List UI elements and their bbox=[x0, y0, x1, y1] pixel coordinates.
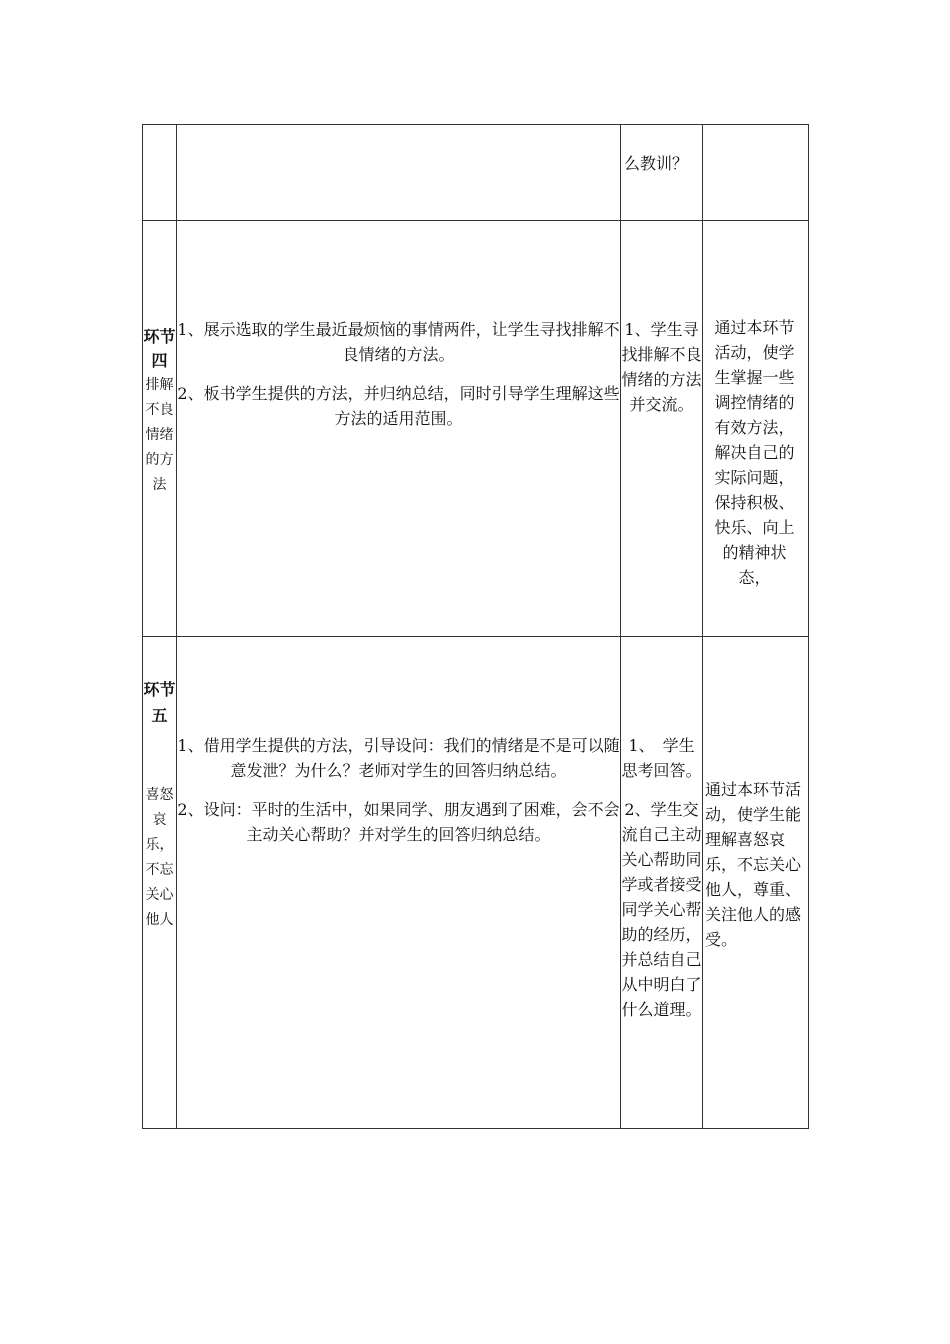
purpose-text: 通过本环节活动，使学生掌握一些调控情绪的有效方法，解决自己的实际问题，保持积极、快乐、向上的精神状态， bbox=[714, 318, 795, 587]
stage-cell bbox=[143, 221, 177, 637]
stage-cell bbox=[143, 637, 177, 1129]
student-step: 1、 学生思考回答。 bbox=[621, 736, 702, 780]
purpose-cell bbox=[703, 125, 809, 221]
student-activity-text: 么教训？ bbox=[624, 154, 689, 173]
purpose-cell bbox=[703, 637, 809, 1129]
teacher-step: 2、设问：平时的生活中，如果同学、朋友遇到了困难，会不会主动关心帮助？并对学生的回答归纳总结。 bbox=[177, 800, 620, 844]
stage-subtitle: 排解不良情绪的方法 bbox=[145, 377, 174, 493]
table-row bbox=[143, 637, 809, 1129]
teacher-step: 2、板书学生提供的方法，并归纳总结，同时引导学生理解这些方法的适用范围。 bbox=[177, 384, 620, 428]
lesson-plan-table bbox=[142, 124, 809, 1129]
stage-subtitle: 喜怒哀乐，不忘关心他人 bbox=[145, 787, 174, 928]
teacher-activity-cell bbox=[177, 637, 621, 1129]
teacher-step: 1、展示选取的学生最近最烦恼的事情两件，让学生寻找排解不良情绪的方法。 bbox=[177, 320, 620, 364]
student-activity-text: 1、学生寻找排解不良情绪的方法并交流。 bbox=[621, 320, 702, 414]
student-activity-cell bbox=[621, 125, 703, 221]
table-row bbox=[143, 125, 809, 221]
teacher-activity-cell bbox=[177, 221, 621, 637]
purpose-text: 通过本环节活动，使学生能理解喜怒哀乐，不忘关心他人，尊重、关注他人的感受。 bbox=[705, 780, 802, 949]
table-row bbox=[143, 221, 809, 637]
student-step: 2、学生交流自己主动关心帮助同学或者接受同学关心帮助的经历，并总结自己从中明白了什么道理。 bbox=[621, 800, 702, 1019]
purpose-cell bbox=[703, 221, 809, 637]
stage-title: 环节五 bbox=[143, 680, 176, 725]
student-activity-cell bbox=[621, 637, 703, 1129]
teacher-activity-cell bbox=[177, 125, 621, 221]
stage-cell bbox=[143, 125, 177, 221]
student-activity-cell bbox=[621, 221, 703, 637]
teacher-step: 1、借用学生提供的方法，引导设问：我们的情绪是不是可以随意发泄？为什么？老师对学生的回答归纳总结。 bbox=[177, 736, 620, 780]
stage-title: 环节四 bbox=[143, 327, 176, 370]
